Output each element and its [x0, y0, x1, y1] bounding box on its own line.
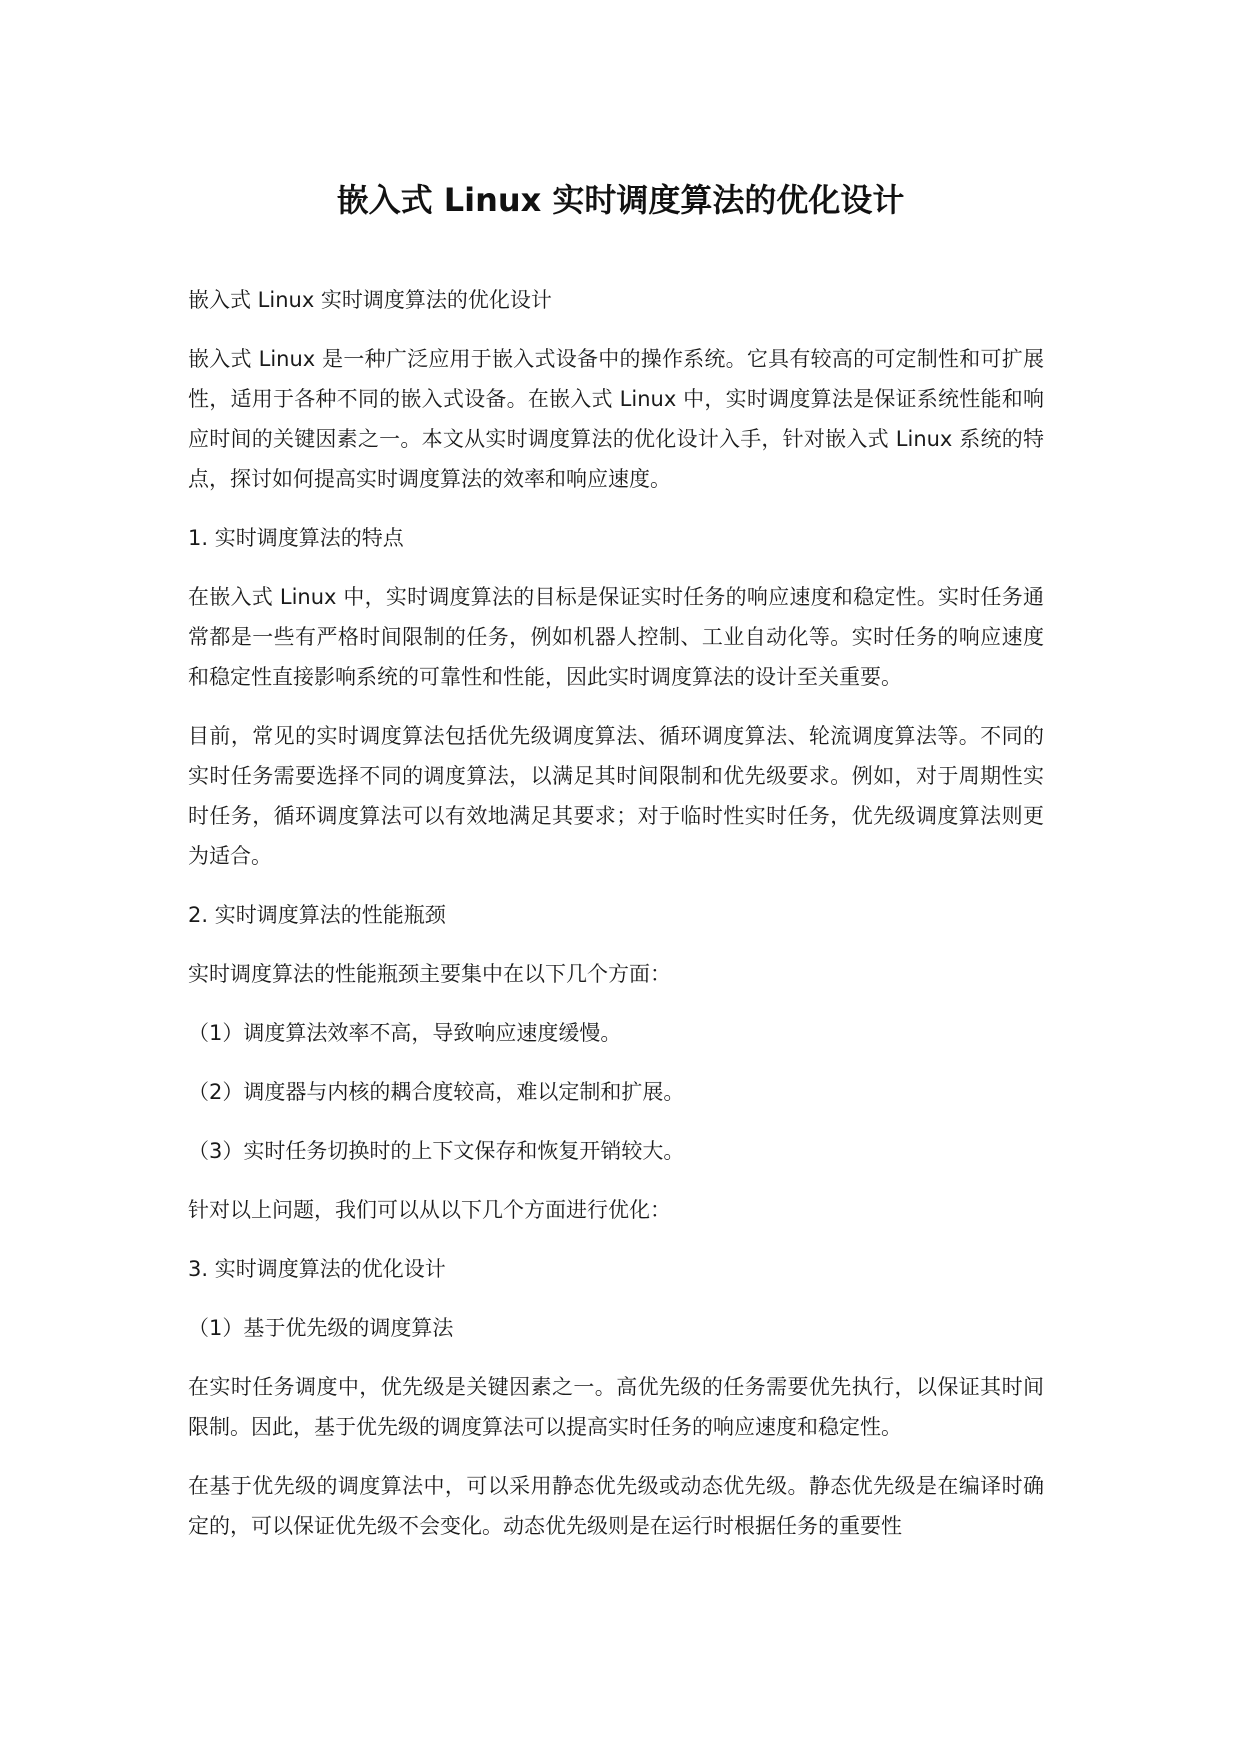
- section-2-intro: 实时调度算法的性能瓶颈主要集中在以下几个方面：: [188, 962, 671, 986]
- list-item-2: （2）调度器与内核的耦合度较高，难以定制和扩展。: [188, 1080, 685, 1104]
- list-item-3: （3）实时任务切换时的上下文保存和恢复开销较大。: [188, 1139, 685, 1163]
- subtitle-line: 嵌入式 Linux 实时调度算法的优化设计: [188, 288, 552, 312]
- section-3-paragraph-1: 在实时任务调度中，优先级是关键因素之一。高优先级的任务需要优先执行，以保证其时间限制。因此，基于优先级的调度算法可以提高实时任务的响应速度和稳定性。: [188, 1375, 1044, 1439]
- section-2-conclusion: 针对以上问题，我们可以从以下几个方面进行优化：: [188, 1198, 671, 1222]
- section-3-paragraph-2: 在基于优先级的调度算法中，可以采用静态优先级或动态优先级。静态优先级是在编译时确定的，可以保证优先级不会变化。动态优先级则是在运行时根据任务的重要性: [188, 1474, 1044, 1538]
- document-body: [188, 280, 1044, 1565]
- document-title: 嵌入式 Linux 实时调度算法的优化设计: [336, 181, 905, 219]
- section-heading-2: 2. 实时调度算法的性能瓶颈: [188, 903, 446, 927]
- subsection-heading-3-1: （1）基于优先级的调度算法: [188, 1316, 454, 1340]
- section-1-paragraph-1: 在嵌入式 Linux 中，实时调度算法的目标是保证实时任务的响应速度和稳定性。实时任务通常都是一些有严格时间限制的任务，例如机器人控制、工业自动化等。实时任务的响应速度和稳定性直接影响系统的可靠性和性能，因此实时调度算法的设计至关重要。: [188, 585, 1044, 689]
- list-item-1: （1）调度算法效率不高，导致响应速度缓慢。: [188, 1021, 622, 1045]
- intro-paragraph: 嵌入式 Linux 是一种广泛应用于嵌入式设备中的操作系统。它具有较高的可定制性和可扩展性，适用于各种不同的嵌入式设备。在嵌入式 Linux 中，实时调度算法是保证系统性能和响应时间的关键因素之一。本文从实时调度算法的优化设计入手，针对嵌入式 Linux 系统的特点，探讨如何提高实时调度算法的效率和响应速度。: [188, 347, 1044, 491]
- section-1-paragraph-2: 目前，常见的实时调度算法包括优先级调度算法、循环调度算法、轮流调度算法等。不同的实时任务需要选择不同的调度算法，以满足其时间限制和优先级要求。例如，对于周期性实时任务，循环调度算法可以有效地满足其要求；对于临时性实时任务，优先级调度算法则更为适合。: [188, 724, 1044, 868]
- section-heading-1: 1. 实时调度算法的特点: [188, 526, 404, 550]
- section-heading-3: 3. 实时调度算法的优化设计: [188, 1257, 446, 1281]
